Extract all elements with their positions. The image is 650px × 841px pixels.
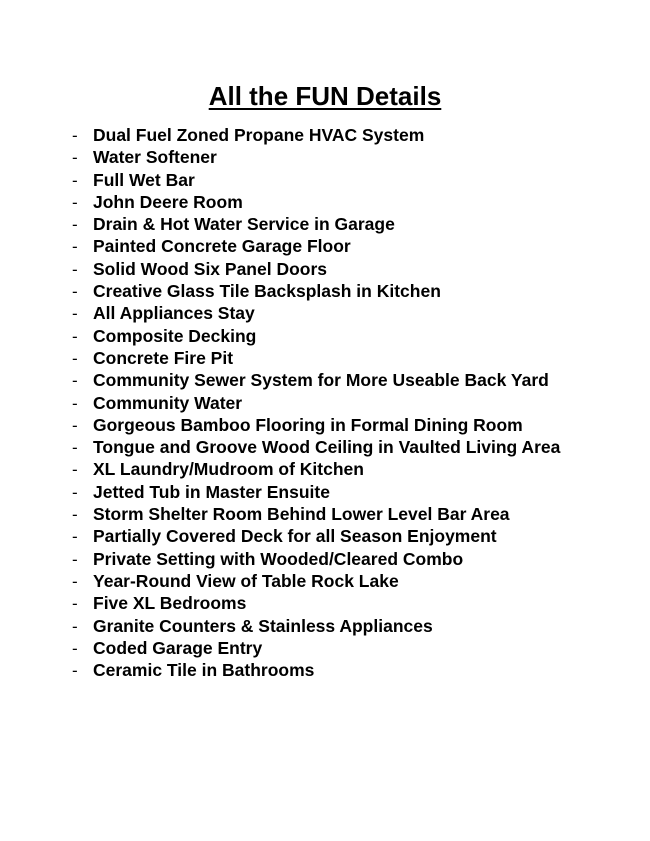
list-item: [72, 592, 560, 614]
list-item: [72, 235, 560, 257]
list-item: [72, 414, 560, 436]
list-item: [72, 548, 560, 570]
list-item-label: Community Water: [93, 392, 243, 413]
list-item: [72, 436, 560, 458]
bullet-dash: -: [72, 482, 78, 502]
bullet-dash: -: [72, 661, 78, 681]
list-item-label: Storm Shelter Room Behind Lower Level Bar Area: [93, 504, 510, 525]
list-item: [72, 503, 560, 525]
list-item-label: Solid Wood Six Panel Doors: [93, 258, 328, 279]
page-title: All the FUN Details: [208, 81, 442, 111]
bullet-dash: -: [72, 393, 78, 413]
bullet-dash: -: [72, 415, 78, 435]
list-item: [72, 525, 560, 547]
bullet-dash: -: [72, 237, 78, 257]
list-item: [72, 570, 560, 592]
bullet-dash: -: [72, 616, 78, 636]
list-item: [72, 302, 560, 324]
bullet-dash: -: [72, 126, 78, 145]
bullet-dash: -: [72, 638, 78, 658]
list-item-label: John Deere Room: [93, 191, 243, 212]
bullet-dash: -: [72, 460, 78, 480]
list-item-label: Full Wet Bar: [93, 169, 195, 190]
bullet-dash: -: [72, 348, 78, 368]
list-item-label: Granite Counters & Stainless Appliances: [93, 615, 433, 636]
list-item-label: Concrete Fire Pit: [93, 347, 234, 368]
list-item: [72, 458, 560, 480]
list-item: [72, 392, 560, 414]
list-item-label: XL Laundry/Mudroom of Kitchen: [93, 459, 364, 480]
bullet-dash: -: [72, 148, 78, 168]
list-item: [72, 124, 560, 146]
list-item: [72, 369, 560, 391]
list-item-label: Community Sewer System for More Useable Back Yard: [93, 370, 549, 391]
list-item: [72, 481, 560, 503]
list-item-label: Drain & Hot Water Service in Garage: [93, 214, 395, 235]
bullet-dash: -: [72, 215, 78, 235]
bullet-dash: -: [72, 326, 78, 346]
list-item-label: Gorgeous Bamboo Flooring in Formal Dining Room: [93, 414, 523, 435]
list-item: [72, 615, 560, 637]
bullet-dash: -: [72, 438, 78, 458]
bullet-dash: -: [72, 282, 78, 302]
list-item-label: Composite Decking: [93, 325, 257, 346]
list-item-label: Water Softener: [93, 147, 217, 168]
list-item-label: Ceramic Tile in Bathrooms: [93, 660, 315, 681]
list-item-label: Creative Glass Tile Backsplash in Kitchen: [93, 281, 441, 302]
bullet-dash: -: [72, 192, 78, 212]
list-item: [72, 169, 560, 191]
list-item-label: Five XL Bedrooms: [93, 593, 247, 614]
list-item: [72, 637, 560, 659]
list-item: [72, 258, 560, 280]
list-item: [72, 280, 560, 302]
bullet-dash: -: [72, 170, 78, 190]
bullet-dash: -: [72, 304, 78, 324]
list-item-label: Tongue and Groove Wood Ceiling in Vaulted Living Area: [93, 437, 561, 458]
bullet-dash: -: [72, 527, 78, 547]
list-item: [72, 191, 560, 213]
list-item: [72, 146, 560, 168]
list-item-label: Coded Garage Entry: [93, 637, 263, 658]
list-item: [72, 347, 560, 369]
bullet-dash: -: [72, 505, 78, 525]
bullet-dash: -: [72, 571, 78, 591]
list-item: [72, 659, 560, 681]
list-item-label: All Appliances Stay: [93, 303, 255, 324]
list-item: [72, 213, 560, 235]
list-item: [72, 325, 560, 347]
list-item-label: Painted Concrete Garage Floor: [93, 236, 351, 257]
bullet-dash: -: [72, 371, 78, 391]
details-list: [72, 124, 560, 681]
bullet-dash: -: [72, 549, 78, 569]
list-item-label: Dual Fuel Zoned Propane HVAC System: [93, 125, 425, 145]
list-item-label: Partially Covered Deck for all Season Enjoyment: [93, 526, 497, 547]
list-item-label: Year-Round View of Table Rock Lake: [93, 570, 399, 591]
list-item-label: Jetted Tub in Master Ensuite: [93, 481, 330, 502]
bullet-dash: -: [72, 259, 78, 279]
bullet-dash: -: [72, 594, 78, 614]
list-item-label: Private Setting with Wooded/Cleared Combo: [93, 548, 464, 569]
